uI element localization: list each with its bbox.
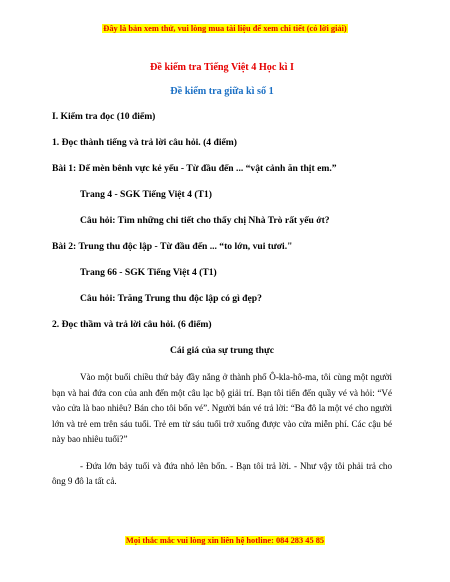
story-paragraph-1: Vào một buổi chiều thứ bảy đầy nắng ở thành phố Ô-kla-hô-ma, tôi cùng một người bạn và hai đứa con của anh đến một câu lạc bộ giải trí. Bạn tôi tiến đến quầy vé và hỏi: “Vé vào cửa là bao nhiêu? Bán cho tôi bốn vé”. Người bán vé trả lời: “Ba đô la một vé cho người lớn và trẻ em trên sáu tuổi. Trẻ em từ sáu tuổi trở xuống được vào cửa miễn phí. Các cậu bé này bao nhiêu tuổi?” [52, 372, 392, 444]
story-paragraph-2: - Đứa lớn bảy tuổi và đứa nhỏ lên bốn. - Bạn tôi trả lời. - Như vậy tôi phải trả cho ông 9 đô la tất cả. [52, 460, 392, 486]
hotline-banner [0, 536, 450, 545]
lesson-1-reference: Trang 4 - SGK Tiếng Việt 4 (T1) [80, 189, 212, 200]
lesson-1-question: Câu hỏi: Tìm những chi tiết cho thấy chị Nhà Trò rất yếu ớt? [80, 215, 330, 226]
document-title: Đề kiểm tra Tiếng Việt 4 Học kì I [150, 62, 294, 73]
preview-banner [0, 24, 450, 33]
section-heading: I. Kiểm tra đọc (10 điểm) [52, 111, 156, 122]
part-heading-reading-aloud: 1. Đọc thành tiếng và trả lời câu hỏi. (4 điểm) [52, 137, 237, 148]
hotline-banner-text: Mọi thắc mắc vui lòng xin liên hệ hotline: 084 283 45 85 [125, 536, 325, 545]
lesson-2-heading: Bài 2: Trung thu độc lập - Từ đầu đến ... “to lớn, vui tươi." [52, 241, 293, 252]
story-title: Cái giá của sự trung thực [170, 345, 274, 356]
document-page [52, 62, 392, 501]
document-subtitle: Đề kiểm tra giữa kì số 1 [170, 86, 274, 97]
part-heading-silent-reading: 2. Đọc thầm và trả lời câu hỏi. (6 điểm) [52, 319, 212, 330]
lesson-2-reference: Trang 66 - SGK Tiếng Việt 4 (T1) [80, 267, 217, 278]
lesson-1-heading: Bài 1: Dế mèn bênh vực kẻ yếu - Từ đầu đến ... “vật cảnh ăn thịt em.” [52, 163, 337, 174]
preview-banner-text: Đây là bản xem thử, vui lòng mua tài liệu để xem chi tiết (có lời giải) [103, 24, 347, 33]
lesson-2-question: Câu hỏi: Trăng Trung thu độc lập có gì đẹp? [80, 293, 262, 304]
